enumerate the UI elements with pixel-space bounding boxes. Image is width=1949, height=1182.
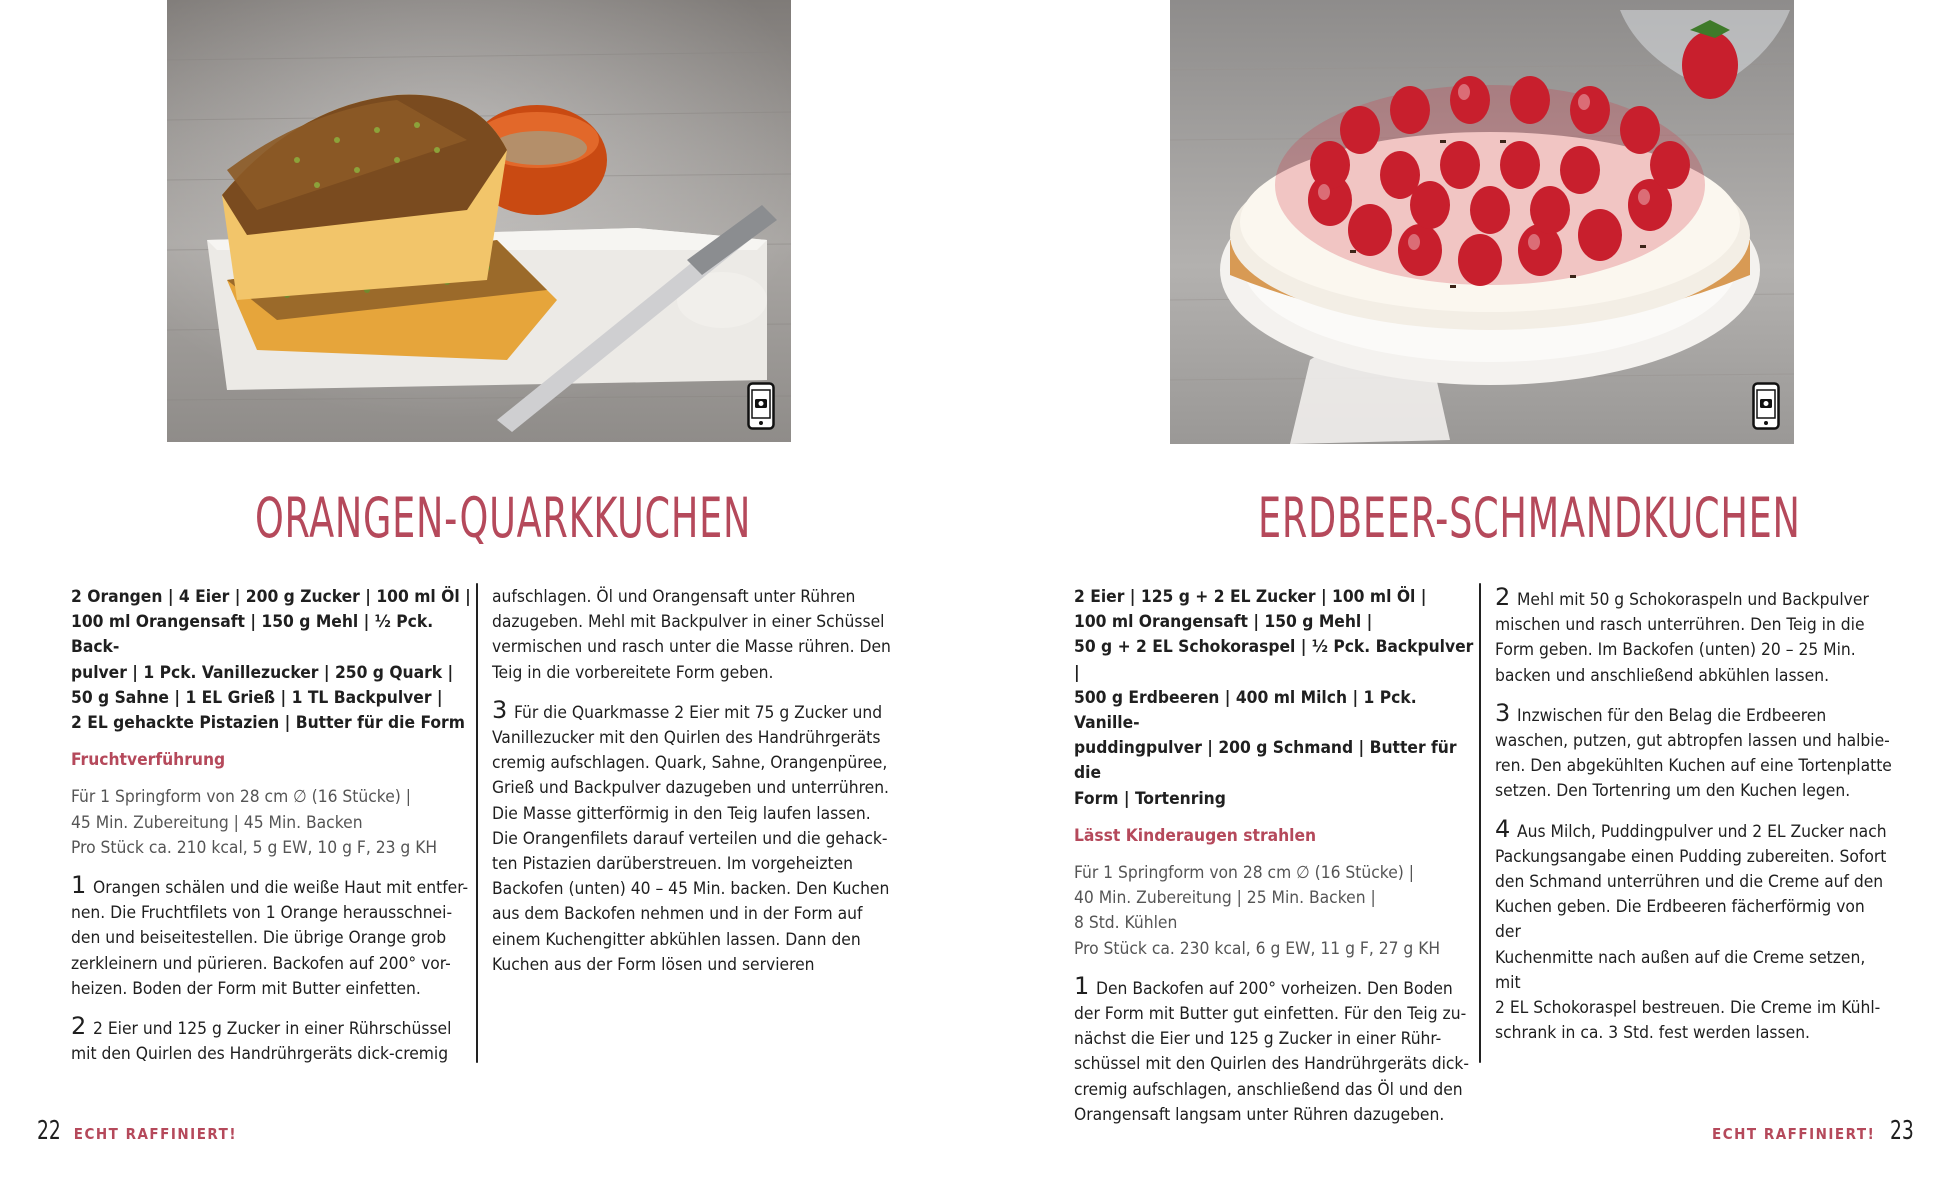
phone-camera-icon (747, 382, 775, 430)
recipe-column-left-2 (492, 585, 892, 978)
section-label: ECHT RAFFINIERT! (73, 1125, 237, 1143)
column-divider (476, 583, 478, 1063)
step-2-continued: aufschlagen. Öl und Orangensaft unter Rühren dazugeben. Mehl mit Backpulver in einer Schüssel vermischen und rasch unter die Masse rühren. Den Teig in die vorbereitete Form geben. (492, 587, 891, 683)
column-divider (1479, 583, 1481, 1063)
recipe-column-right-1 (1074, 585, 1474, 1128)
page-footer-right (1712, 1116, 1917, 1146)
recipe-column-left-1 (71, 585, 471, 1067)
recipe-meta: Für 1 Springform von 28 cm ∅ (16 Stücke) | 40 Min. Zubereitung | 25 Min. Backen | 8 Std. Kühlen Pro Stück ca. 230 kcal, 6 g EW, 11 g F, 27 g KH (1074, 863, 1441, 959)
step-number: 3 (1495, 698, 1511, 727)
page-number: 22 (36, 1116, 61, 1146)
step-1: 1 Orangen schälen und die weiße Haut mit entfer- nen. Die Fruchtfilets von 1 Orange herausschnei- den und beiseitestellen. Die übrige Orange grob zerkleinern und pürieren. Backofen auf 200° vor- heizen. Boden der Form mit Butter einfetten. (71, 871, 469, 999)
strawberry-cake-photo (1170, 0, 1794, 444)
recipe-tagline: Fruchtverführung (71, 750, 226, 771)
step-2: 2 2 Eier und 125 g Zucker in einer Rührschüssel mit den Quirlen des Handrührgeräts dick-cremig (71, 1012, 452, 1065)
recipe-meta: Für 1 Springform von 28 cm ∅ (16 Stücke) | 45 Min. Zubereitung | 45 Min. Backen Pro Stück ca. 210 kcal, 5 g EW, 10 g F, 23 g KH (71, 787, 438, 858)
phone-camera-icon (1752, 382, 1780, 430)
page-footer-left (34, 1116, 237, 1146)
recipe-tagline: Lässt Kinderaugen strahlen (1074, 825, 1317, 846)
step-2: 2 Mehl mit 50 g Schokoraspeln und Backpulver mischen und rasch unterrühren. Den Teig in die Form geben. Im Backofen (unten) 20 – 25 Min. backen und anschließend abkühlen lassen. (1495, 583, 1869, 686)
page-number: 23 (1890, 1116, 1915, 1146)
ingredient-list: 2 Orangen | 4 Eier | 200 g Zucker | 100 ml Öl | 100 ml Orangensaft | 150 g Mehl | ½ Pck. Back- pulver | 1 Pck. Vanillezucker | 250 g Quark | 50 g Sahne | 1 EL Grieß | 1 TL Backpulver | 2 EL gehackte Pistazien | Butter für die Form (71, 587, 471, 734)
step-number: 3 (492, 695, 508, 724)
orange-quark-cake-photo (167, 0, 791, 442)
step-3: 3 Inzwischen für den Belag die Erdbeeren waschen, putzen, gut abtropfen lassen und halbie- ren. Den abgekühlten Kuchen auf eine Tortenplatte setzen. Den Tortenring um den Kuchen legen. (1495, 698, 1892, 802)
step-number: 1 (1074, 971, 1090, 1000)
step-number: 4 (1495, 814, 1511, 843)
step-number: 1 (71, 871, 87, 900)
ingredient-list: 2 Eier | 125 g + 2 EL Zucker | 100 ml Öl | 100 ml Orangensaft | 150 g Mehl | 50 g + 2 EL Schokoraspel | ½ Pck. Backpulver | 500 g Erdbeeren | 400 ml Milch | 1 Pck. Vanille- puddingpulver | 200 g Schmand | Butter für die Form | Tortenring (1074, 587, 1474, 809)
step-4: 4 Aus Milch, Puddingpulver und 2 EL Zucker nach Packungsangabe einen Pudding zubereiten. Sofort den Schmand unterrühren und die Creme auf den Kuchen geben. Die Erdbeeren fächerförmig von der Kuchenmitte nach außen auf die Creme setzen, mit 2 EL Schokoraspel bestreuen. Die Creme im Kühl- schrank in ca. 3 Std. fest werden lassen. (1495, 814, 1887, 1044)
recipe-title: ORANGEN-QUARKKUCHEN (255, 486, 752, 550)
step-number: 2 (1495, 583, 1511, 611)
recipe-title: ERDBEER-SCHMANDKUCHEN (1258, 486, 1801, 550)
step-1: 1 Den Backofen auf 200° vorheizen. Den Boden der Form mit Butter gut einfetten. Für den Teig zu- nächst die Eier und 125 g Zucker in einer Rühr- schüssel mit den Quirlen des Handrührgeräts dick- cremig aufschlagen, anschließend das Öl und den Orangensaft langsam unter Rühren dazugeben. (1074, 971, 1470, 1125)
step-3: 3 Für die Quarkmasse 2 Eier mit 75 g Zucker und Vanillezucker mit den Quirlen des Handrührgeräts cremig aufschlagen. Quark, Sahne, Orangenpüree, Grieß und Backpulver dazugeben und unterrühren. Die Masse gitterförmig in den Teig laufen lassen. Die Orangenfilets darauf verteilen und die gehack- ten Pistazien darüberstreuen. Im vorgeheizten Backofen (unten) 40 – 45 Min. backen. Den Kuchen aus dem Backofen nehmen und in der Form auf einem Kuchengitter abkühlen lassen. Dann den Kuchen aus der Form lösen und servieren (492, 695, 890, 975)
recipe-column-right-2 (1495, 585, 1895, 1046)
section-label: ECHT RAFFINIERT! (1712, 1125, 1876, 1143)
step-number: 2 (71, 1012, 87, 1041)
